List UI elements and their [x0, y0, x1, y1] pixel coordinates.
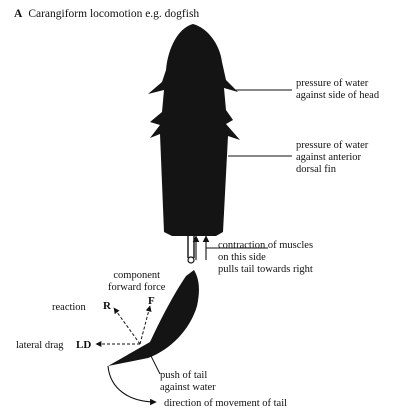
head-pressure-line1: pressure of water [296, 78, 369, 89]
push-line2: against water [160, 382, 216, 393]
direction-label: direction of movement of tail [164, 398, 288, 409]
fin-pressure-label [296, 140, 368, 176]
fin-pressure-line1: pressure of water [296, 140, 369, 151]
push-label [160, 370, 216, 394]
panel-letter: A [14, 8, 23, 20]
vector-f-label: F [148, 295, 155, 307]
muscle-line3: pulls tail towards right [218, 264, 313, 275]
head-pressure-label [296, 78, 379, 102]
muscle-line1: contraction of muscles [218, 240, 314, 251]
caudal-peduncle [188, 236, 194, 258]
component-line1: component [113, 270, 161, 281]
peduncle-joint [188, 257, 194, 263]
head-pressure-line2: against side of head [296, 90, 380, 101]
component-label [108, 270, 165, 294]
component-line2: forward force [108, 282, 166, 293]
fish-body [148, 24, 240, 236]
vector-f [140, 306, 150, 344]
fin-pressure-line3: dorsal fin [296, 164, 336, 175]
figure-title-text: Carangiform locomotion e.g. dogfish [28, 8, 200, 20]
reaction-label: reaction [52, 302, 86, 313]
vector-ld-label: LD [76, 339, 92, 351]
muscle-label [218, 240, 313, 276]
muscle-line2: on this side [218, 252, 266, 263]
vector-r [114, 308, 140, 344]
push-line1: push of tail [160, 370, 208, 381]
direction-arrow [108, 366, 156, 402]
vector-r-label: R [103, 300, 111, 312]
fin-pressure-line2: against anterior [296, 152, 362, 163]
lateral-drag-label: lateral drag [16, 340, 64, 351]
